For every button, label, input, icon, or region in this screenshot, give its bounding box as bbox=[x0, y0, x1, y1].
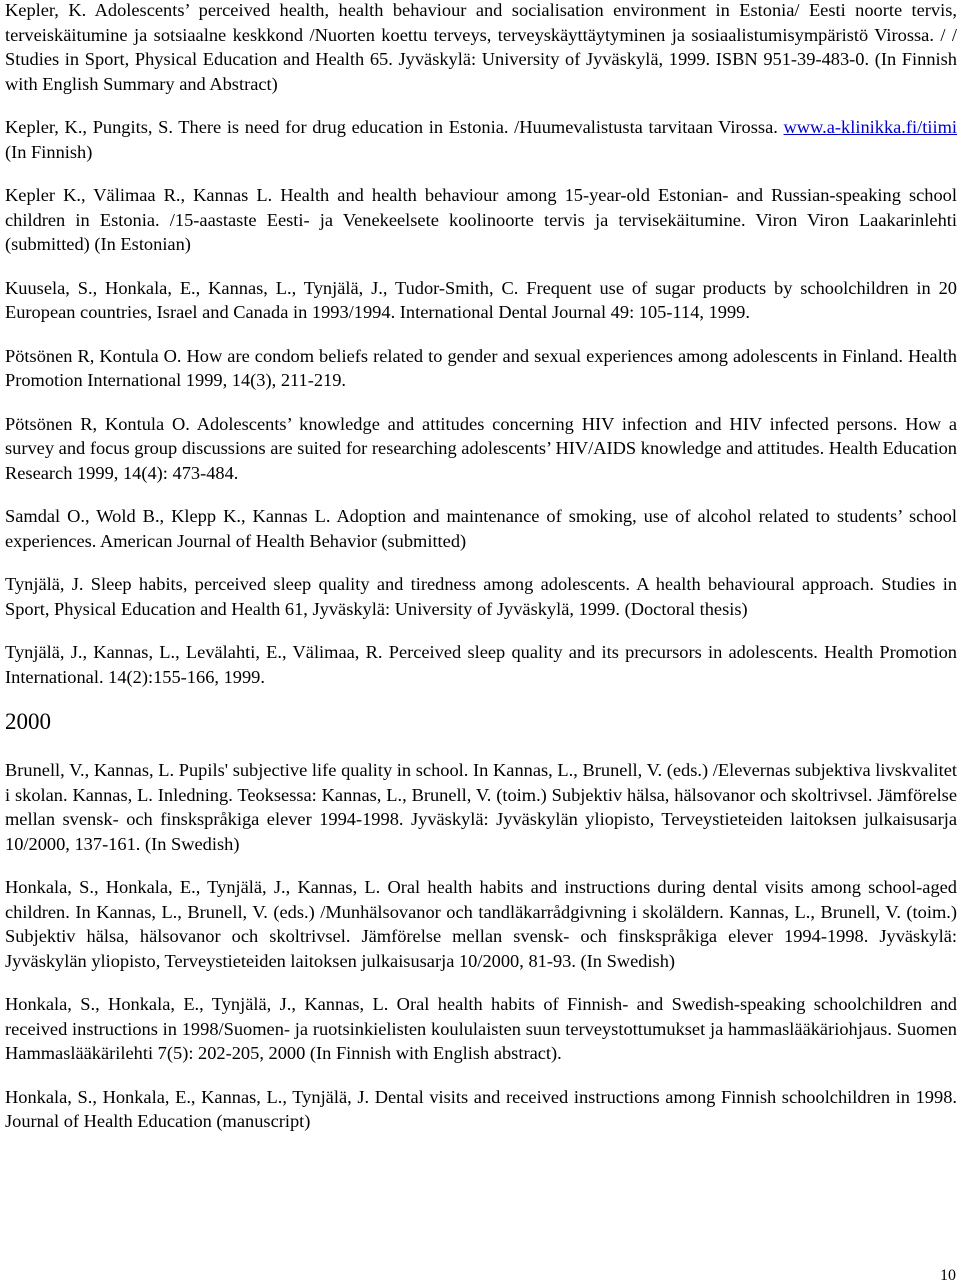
reference-entry bbox=[5, 640, 957, 689]
reference-text: Kepler K., Välimaa R., Kannas L. Health and health behaviour among 15-year-old Estonian- and Russian-speaking school children in Estonia. /15-aastaste Eesti- ja Venekeelsete koolinoorte tervis ja tervisekäitumine. Viron Viron Laakarinlehti (submitted) (In Estonian) bbox=[5, 185, 957, 254]
reference-text: Honkala, S., Honkala, E., Tynjälä, J., Kannas, L. Oral health habits and instructions during dental visits among school-aged children. In Kannas, L., Brunell, V. (eds.) /Munhälsovanor och tandläkarrådgivning i skoläldern. Kannas, L., Brunell, V. (toim.) Subjektiv hälsa, hälsovanor och skoltrivsel. Jämförelse mellan svensk- och finskspråkiga elever 1994-1998. Jyväskylä: Jyväskylän yliopisto, Terveystieteiden laitoksen julkaisusarja 10/2000, 81-93. (In Swedish) bbox=[5, 877, 957, 971]
reference-text: Samdal O., Wold B., Klepp K., Kannas L. Adoption and maintenance of smoking, use of alcohol related to students’ school experiences. American Journal of Health Behavior (submitted) bbox=[5, 506, 957, 551]
reference-entry bbox=[5, 115, 957, 164]
reference-text: Honkala, S., Honkala, E., Tynjälä, J., Kannas, L. Oral health habits of Finnish- and Swedish-speaking schoolchildren and received instructions in 1998/Suomen- ja ruotsinkielisten koululaisten suun terveystottumukset ja hammaslääkäriohjaus. Suomen Hammaslääkärilehti 7(5): 202-205, 2000 (In Finnish with English abstract). bbox=[5, 994, 957, 1063]
reference-entry bbox=[5, 0, 957, 96]
document-page bbox=[5, 0, 957, 1153]
reference-text: Kepler, K., Pungits, S. There is need for drug education in Estonia. /Huumevalistusta tarvitaan Virossa. bbox=[5, 117, 784, 137]
web-link[interactable]: www.a-klinikka.fi/tiimi bbox=[783, 117, 957, 137]
reference-text-suffix: (In Finnish) bbox=[5, 141, 93, 162]
reference-entry bbox=[5, 504, 957, 553]
reference-entry bbox=[5, 412, 957, 486]
reference-entry bbox=[5, 183, 957, 257]
reference-entry bbox=[5, 572, 957, 621]
reference-entry bbox=[5, 758, 957, 856]
reference-text: Kuusela, S., Honkala, E., Kannas, L., Tynjälä, J., Tudor-Smith, C. Frequent use of sugar products by schoolchildren in 20 European countries, Israel and Canada in 1993/1994. International Dental Journal 49: 105-114, 1999. bbox=[5, 277, 957, 322]
reference-text: Pötsönen R, Kontula O. How are condom beliefs related to gender and sexual experiences among adolescents in Finland. Health Promotion International 1999, 14(3), 211-219. bbox=[5, 345, 957, 390]
reference-entry bbox=[5, 1085, 957, 1134]
reference-entry bbox=[5, 875, 957, 973]
reference-text: Brunell, V., Kannas, L. Pupils' subjective life quality in school. In Kannas, L., Brunell, V. (eds.) /Elevernas subjektiva livskvalitet i skolan. Kannas, L. Inledning. Teoksessa: Kannas, L., Brunell, V. (toim.) Subjektiv hälsa, hälsovanor och skoltrivsel. Jämförelse mellan svensk- och finskspråkiga elever 1994-1998. Jyväskylä: Jyväskylän yliopisto, Terveystieteiden laitoksen julkaisusarja 10/2000, 137-161. (In Swedish) bbox=[5, 760, 957, 854]
reference-entry bbox=[5, 276, 957, 325]
reference-text: Honkala, S., Honkala, E., Kannas, L., Tynjälä, J. Dental visits and received instructions among Finnish schoolchildren in 1998. Journal of Health Education (manuscript) bbox=[5, 1086, 957, 1131]
reference-text: Tynjälä, J. Sleep habits, perceived sleep quality and tiredness among adolescents. A health behavioural approach. Studies in Sport, Physical Education and Health 61, Jyväskylä: University of Jyväskylä, 1999. (Doctoral thesis) bbox=[5, 574, 957, 619]
reference-text: Tynjälä, J., Kannas, L., Levälahti, E., Välimaa, R. Perceived sleep quality and its precursors in adolescents. Health Promotion International. 14(2):155-166, 1999. bbox=[5, 642, 957, 687]
reference-text: Kepler, K. Adolescents’ perceived health, health behaviour and socialisation environment in Estonia/ Eesti noorte tervis, terveiskäitumine ja sotsiaalne keskkond /Nuorten koettu terveys, terveyskäyttäytyminen ja sosiaalistumisympäristö Virossa. / / Studies in Sport, Physical Education and Health 65. Jyväskylä: University of Jyväskylä, 1999. ISBN 951-39-483-0. (In Finnish with English Summary and Abstract) bbox=[5, 0, 957, 94]
reference-text: Pötsönen R, Kontula O. Adolescents’ knowledge and attitudes concerning HIV infection and HIV infected persons. How a survey and focus group discussions are suited for researching adolescents’ HIV/AIDS knowledge and attitudes. Health Education Research 1999, 14(4): 473-484. bbox=[5, 413, 957, 483]
year-heading: 2000 bbox=[5, 709, 51, 734]
reference-entry bbox=[5, 992, 957, 1066]
page-number: 10 bbox=[940, 1267, 956, 1284]
reference-entry bbox=[5, 344, 957, 393]
